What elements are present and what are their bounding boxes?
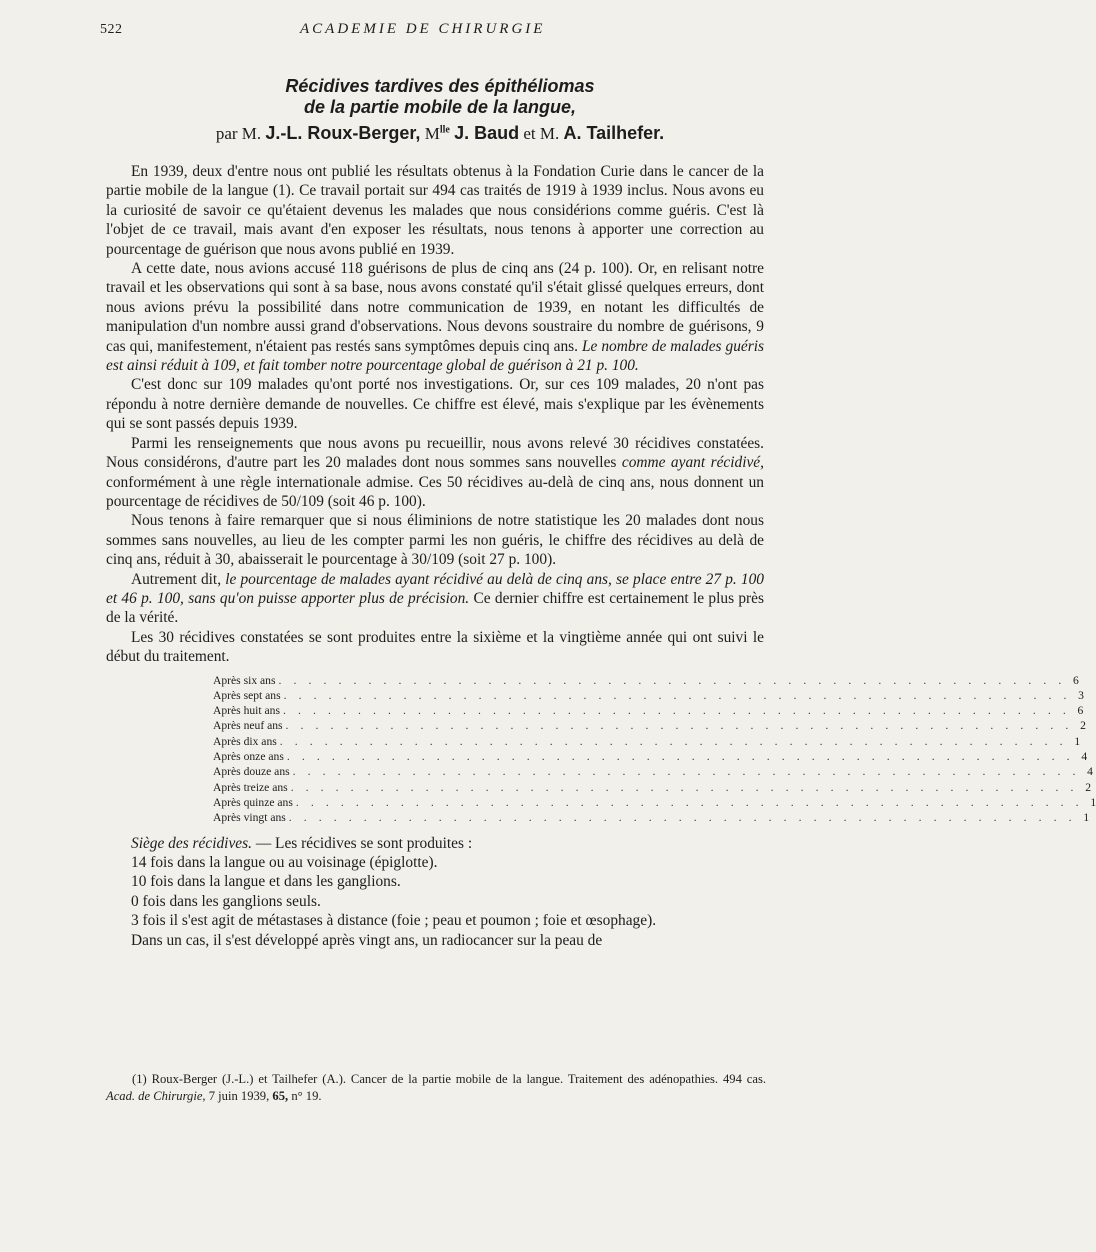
- siege-line-2: 10 fois dans la langue et dans les ganglions.: [131, 873, 401, 891]
- leader-dots: . . . . . . . . . . . . . . . . . . . . . . . . . . . . . . . . . . . . . . . . . . . . . . . . . . . . .: [288, 811, 1077, 825]
- footnote: [106, 1071, 766, 1105]
- paragraph-3: C'est donc sur 109 malades qu'ont porté nos investigations. Or, sur ces 109 malades, 20 n'ont pas répondu à notre dernière demande de nouvelles. Ce chiffre est élevé, mais s'explique par les évènements qui se sont passés depuis 1939.: [106, 376, 764, 433]
- paragraph-7: Les 30 récidives constatées se sont produites entre la sixième et la vingtième année qui ont suivi le début du traitement.: [106, 628, 764, 666]
- leader-dots: . . . . . . . . . . . . . . . . . . . . . . . . . . . . . . . . . . . . . . . . . . . . . . . . . . . . .: [278, 673, 1066, 687]
- siege-line-5: Dans un cas, il s'est développé après vingt ans, un radiocancer sur la peau de: [131, 931, 603, 949]
- paragraph-2: A cette date, nous avions accusé 118 guérisons de plus de cinq ans (24 p. 100). Or, en relisant notre travail et les observations qui sont à sa base, nous avons constaté qu'il s'était glissé quelques erreurs, dont nous avions prévu la possibilité dans notre communication de 1939, en notant les difficultés de manipulation d'un nombre aussi grand d'observations. Nous devons soustraire du nombre de guérisons, 9 cas qui, manifestement, n'étaient pas restés sans symptômes depuis cinq ans. Le nombre de malades guéris est ainsi réduit à 109, et fait tomber notre pourcentage global de guérison à 21 p. 100.: [106, 260, 764, 375]
- article-body: [106, 162, 1096, 950]
- paragraph-4: Parmi les renseignements que nous avons pu recueillir, nous avons relevé 30 récidives constatées. Nous considérons, d'autre part les 20 malades dont nous sommes sans nouvelles comme ayant récidivé, conformément à une règle internationale admise. Ces 50 récidives au-delà de cinq ans, nous donnent un pourcentage de récidives de 50/109 (soit 46 p. 100).: [106, 434, 764, 510]
- list-item: Après sept ans . . . . . . . . . . . . . . . . . . . . . . . . . . . . . . . . . . . . . . . . . . . . . . . . . . . . . 3: [213, 688, 1084, 702]
- siege-heading: Siège des récidives.: [131, 834, 252, 852]
- leader-dots: . . . . . . . . . . . . . . . . . . . . . . . . . . . . . . . . . . . . . . . . . . . . . . . . . . . . .: [286, 750, 1075, 764]
- author-prefix: par M.: [215, 124, 262, 143]
- recurrence-sites-section: [106, 834, 764, 950]
- paragraph-2-emphasis: Le nombre de malades guéris est ainsi réduit à 109, et fait tomber notre pourcentage global de guérison à 21 p. 100.: [106, 337, 764, 375]
- leader-dots: . . . . . . . . . . . . . . . . . . . . . . . . . . . . . . . . . . . . . . . . . . . . . . . . . . . . .: [295, 795, 1084, 809]
- leader-dots: . . . . . . . . . . . . . . . . . . . . . . . . . . . . . . . . . . . . . . . . . . . . . . . . . . . . .: [279, 734, 1068, 748]
- list-item: Après onze ans . . . . . . . . . . . . . . . . . . . . . . . . . . . . . . . . . . . . . . . . . . . . . . . . . . . . . 4: [213, 750, 1088, 764]
- author-line: [100, 123, 780, 144]
- leader-dots: . . . . . . . . . . . . . . . . . . . . . . . . . . . . . . . . . . . . . . . . . . . . . . . . . . . . .: [292, 765, 1080, 779]
- list-item: Après dix ans . . . . . . . . . . . . . . . . . . . . . . . . . . . . . . . . . . . . . . . . . . . . . . . . . . . . . 1: [213, 734, 1081, 748]
- paragraph-5: Nous tenons à faire remarquer que si nous éliminions de notre statistique les 20 malades dont nous sommes sans nouvelles, au lieu de les compter parmi les non guéris, le chiffre des récidives au delà de cinq ans, réduit à 30, abaisserait le pourcentage à 30/109 (soit 27 p. 100).: [106, 512, 764, 569]
- paragraph-6-emphasis: le pourcentage de malades ayant récidivé au delà de cinq ans, se place entre 27 p. 100 et 46 p. 100, sans qu'on puisse apporter plus de précision.: [106, 570, 764, 607]
- recurrence-list: [213, 673, 1096, 826]
- list-item: Après vingt ans . . . . . . . . . . . . . . . . . . . . . . . . . . . . . . . . . . . . . . . . . . . . . . . . . . . . . 1: [213, 811, 1090, 825]
- author-tailhefer: A. Tailhefer.: [563, 123, 665, 143]
- article-title: [100, 76, 780, 118]
- list-item: Après douze ans . . . . . . . . . . . . . . . . . . . . . . . . . . . . . . . . . . . . . . . . . . . . . . . . . . . . . 4: [213, 765, 1093, 779]
- author-conjunction: et M.: [523, 124, 560, 143]
- title-line-2: de la partie mobile de la langue,: [303, 97, 577, 117]
- siege-line-4: 3 fois il s'est agit de métastases à distance (foie ; peau et poumon ; foie et œsophage).: [131, 912, 657, 930]
- footnote-1: (1) Roux-Berger (J.-L.) et Tailhefer (A.). Cancer de la partie mobile de la langue. Traitement des adénopathies. 494 cas. Acad. de Chirurgie, 7 juin 1939, 65, n° 19.: [106, 1072, 766, 1103]
- page-number: 522: [100, 22, 123, 37]
- list-item: Après six ans . . . . . . . . . . . . . . . . . . . . . . . . . . . . . . . . . . . . . . . . . . . . . . . . . . . . . 6: [213, 673, 1079, 687]
- siege-line-3: 0 fois dans les ganglions seuls.: [131, 892, 321, 910]
- siege-intro: Siège des récidives. — Les récidives se sont produites :: [131, 834, 473, 852]
- paragraph-4-emphasis: comme ayant récidivé,: [621, 454, 764, 472]
- paragraph-6: Autrement dit, le pourcentage de malades ayant récidivé au delà de cinq ans, se place entre 27 p. 100 et 46 p. 100, sans qu'on puisse apporter plus de précision. Ce dernier chiffre est certainement le plus près de la vérité.: [106, 570, 765, 627]
- title-line-1: Récidives tardives des épithéliomas: [285, 76, 595, 96]
- list-item: Après huit ans . . . . . . . . . . . . . . . . . . . . . . . . . . . . . . . . . . . . . . . . . . . . . . . . . . . . . 6: [213, 704, 1084, 718]
- leader-dots: . . . . . . . . . . . . . . . . . . . . . . . . . . . . . . . . . . . . . . . . . . . . . . . . . . . . .: [283, 688, 1071, 702]
- list-item: Après neuf ans . . . . . . . . . . . . . . . . . . . . . . . . . . . . . . . . . . . . . . . . . . . . . . . . . . . . . 2: [213, 719, 1086, 733]
- paragraph-1: En 1939, deux d'entre nous ont publié les résultats obtenus à la Fondation Curie dans le cancer de la partie mobile de la langue (1). Ce travail portait sur 494 cas traités de 1919 à 1939 inclus. Nous avons eu la curiosité de savoir ce qu'étaient devenus les malades que nous considérions comme guéris. C'est là l'objet de ce travail, mais avant d'en exposer les résultats, nous tenons à apporter une correction au pourcentage de guérison que nous avons publié en 1939.: [106, 163, 764, 258]
- siege-line-1: 14 fois dans la langue ou au voisinage (épiglotte).: [131, 853, 438, 871]
- leader-dots: . . . . . . . . . . . . . . . . . . . . . . . . . . . . . . . . . . . . . . . . . . . . . . . . . . . . .: [285, 719, 1073, 733]
- list-item: Après treize ans . . . . . . . . . . . . . . . . . . . . . . . . . . . . . . . . . . . . . . . . . . . . . . . . . . . . . 2: [213, 780, 1092, 794]
- author-roux-berger: J.-L. Roux-Berger,: [265, 123, 421, 143]
- list-item: Après quinze ans . . . . . . . . . . . . . . . . . . . . . . . . . . . . . . . . . . . . . . . . . . . . . . . . . . . . . 1: [213, 795, 1096, 809]
- journal-title: ACADEMIE DE CHIRURGIE: [300, 21, 546, 37]
- author-baud: J. Baud: [454, 123, 520, 143]
- running-head: [0, 22, 800, 44]
- leader-dots: . . . . . . . . . . . . . . . . . . . . . . . . . . . . . . . . . . . . . . . . . . . . . . . . . . . . .: [282, 704, 1071, 718]
- leader-dots: . . . . . . . . . . . . . . . . . . . . . . . . . . . . . . . . . . . . . . . . . . . . . . . . . . . . .: [290, 780, 1079, 794]
- author-mlle: $M^{lle}$: [424, 124, 450, 143]
